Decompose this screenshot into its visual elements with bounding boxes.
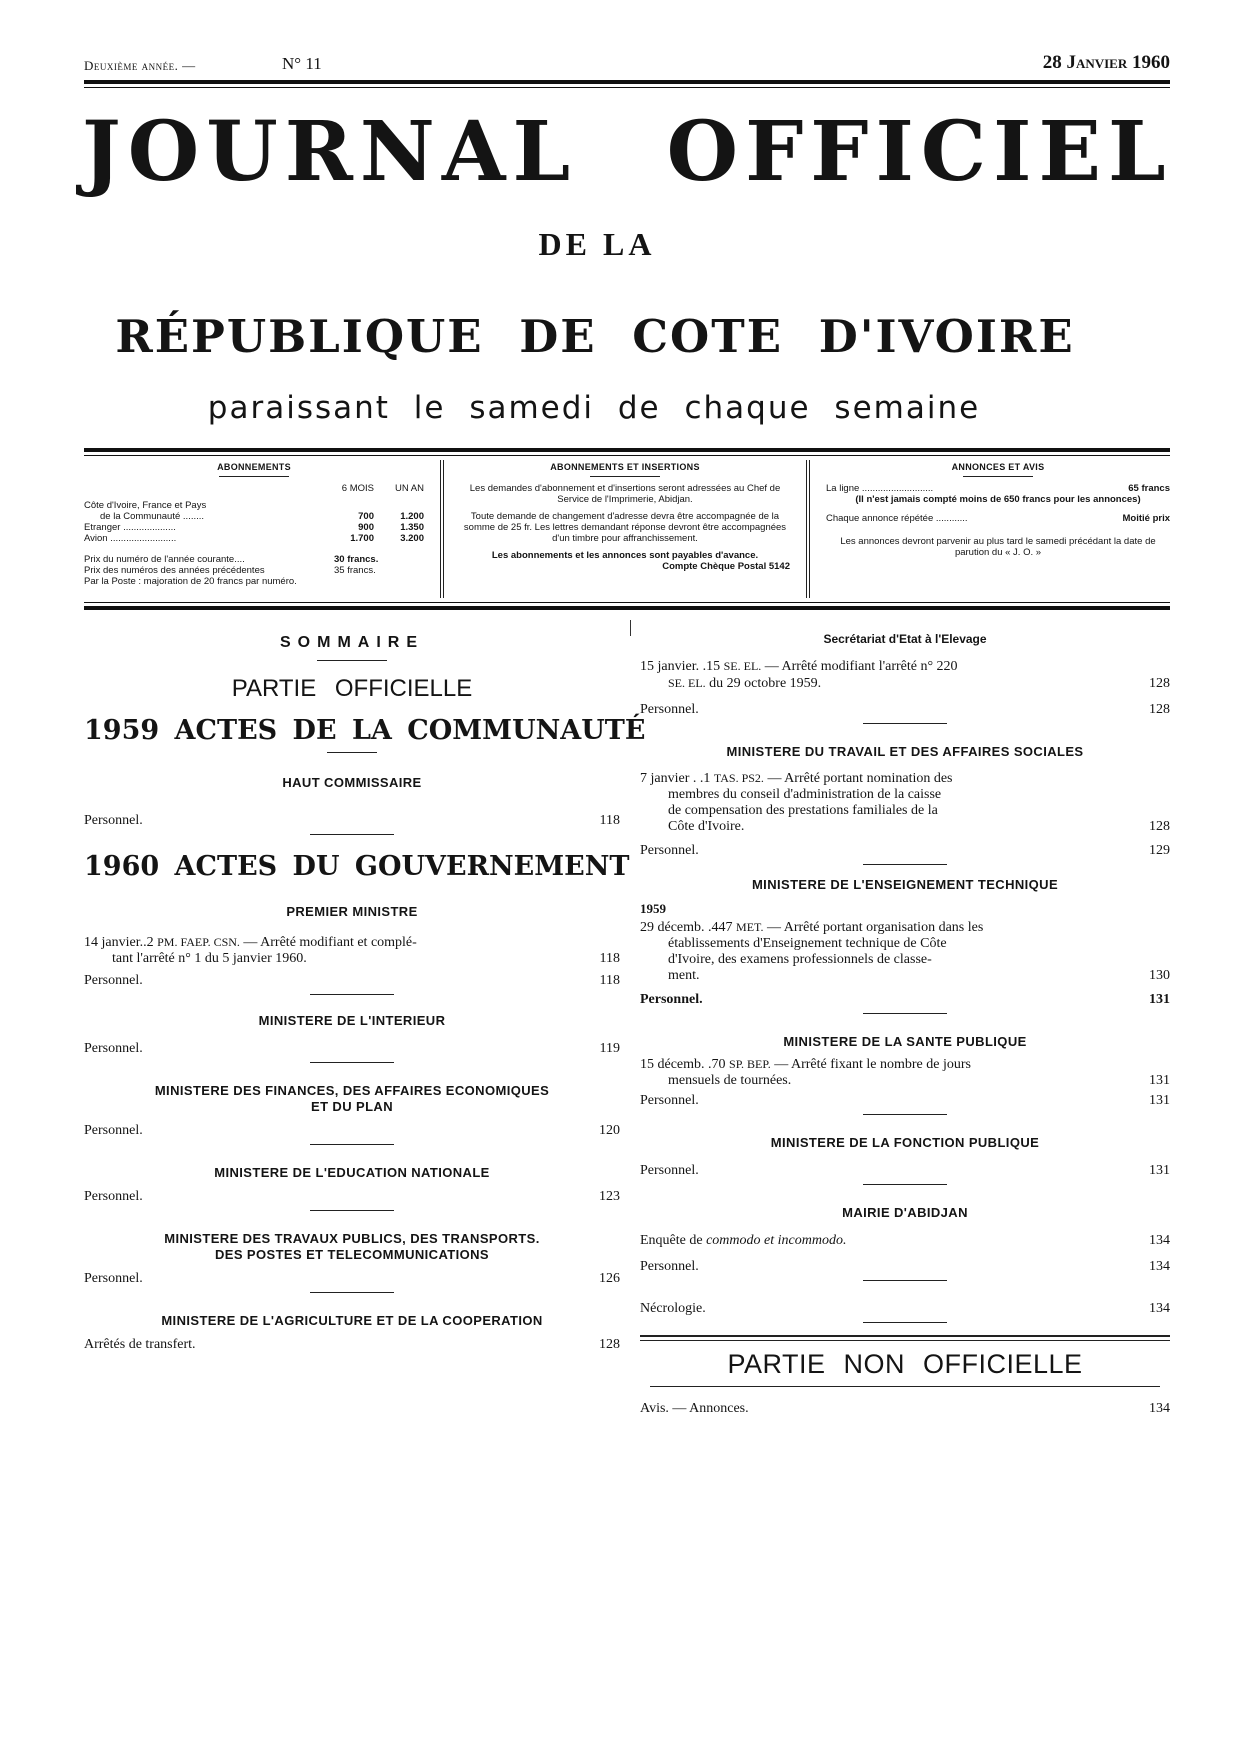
entry-page: 129 xyxy=(1149,843,1170,858)
entry-text: Personnel. xyxy=(84,1189,143,1204)
entry-text-cont: mensuels de tournées. xyxy=(668,1073,792,1088)
section-agriculture: MINISTERE DE L'AGRICULTURE ET DE LA COOPERATION xyxy=(161,1313,543,1328)
entry-rule xyxy=(310,1292,394,1293)
entry-ref: SE. EL. xyxy=(723,659,762,673)
entry-page: 119 xyxy=(599,1041,620,1056)
box-rule-top-thin xyxy=(84,455,1170,456)
section-fonction-publique: MINISTERE DE LA FONCTION PUBLIQUE xyxy=(770,1135,1040,1150)
toc-entry[interactable] xyxy=(640,919,1170,984)
entry-text: Personnel. xyxy=(640,702,699,717)
toc-entry[interactable] xyxy=(640,770,1170,835)
entry-page: 128 xyxy=(1149,819,1170,834)
insertions-heading-rule xyxy=(590,476,660,477)
entry-rule xyxy=(310,994,394,995)
entry-page: 126 xyxy=(599,1271,620,1286)
journal-title: JOURNAL OFFICIEL xyxy=(82,104,1173,200)
section-line: ET DU PLAN xyxy=(311,1099,393,1114)
entry-text-italic: commodo et incommodo. xyxy=(706,1233,847,1248)
entry-text: Personnel. xyxy=(640,1259,699,1274)
entry-ref: TAS. PS2. xyxy=(713,771,764,785)
abonnements-heading-rule xyxy=(219,476,289,477)
entry-page: 134 xyxy=(1149,1233,1170,1248)
section-travaux-publics xyxy=(84,1231,620,1263)
entry-page: 123 xyxy=(599,1189,620,1204)
prix-anciens-value: 35 francs. xyxy=(334,565,376,576)
section-line: MINISTERE DES TRAVAUX PUBLICS, DES TRANSPORTS. xyxy=(164,1231,540,1246)
entry-page: 134 xyxy=(1149,1259,1170,1274)
section-finances xyxy=(84,1083,620,1115)
entry-page: 134 xyxy=(1149,1401,1170,1416)
abonnements-price-table xyxy=(84,483,424,587)
entry-year: 1959 xyxy=(640,901,666,916)
section-haut-commissaire: HAUT COMMISSAIRE xyxy=(282,775,422,790)
entry-date: 15 décemb. .70 xyxy=(640,1057,726,1072)
divider xyxy=(317,660,387,661)
entry-page: 128 xyxy=(599,1337,620,1352)
toc-entry[interactable] xyxy=(640,1056,1170,1089)
actes-1960-heading: 1960 ACTES DU GOUVERNEMENT xyxy=(84,851,630,882)
entry-text: Arrêtés de transfert. xyxy=(84,1337,196,1352)
abonnements-heading: ABONNEMENTS xyxy=(217,462,291,472)
toc-entry[interactable] xyxy=(640,1093,1170,1109)
entry-text: Personnel. xyxy=(640,843,699,858)
entry-page: 118 xyxy=(599,973,620,988)
entry-text: Nécrologie. xyxy=(640,1301,706,1316)
abonnements-column xyxy=(84,458,424,600)
ligne-row xyxy=(826,483,1170,494)
actes-1959-heading: 1959 ACTES DE LA COMMUNAUTÉ xyxy=(84,715,646,746)
entry-text-cont xyxy=(640,675,1128,692)
col-un-an: UN AN xyxy=(394,483,424,494)
entry-page: 130 xyxy=(1149,968,1170,983)
issue-header xyxy=(84,52,1170,82)
ligne-note: (Il n'est jamais compté moins de 650 francs pour les annonces) xyxy=(855,494,1141,505)
column-separator xyxy=(806,460,807,598)
republic-title: RÉPUBLIQUE DE COTE D'IVOIRE xyxy=(115,310,1075,363)
entry-rule xyxy=(863,723,947,724)
section-sante: MINISTERE DE LA SANTE PUBLIQUE xyxy=(783,1034,1027,1049)
toc-entry[interactable] xyxy=(640,702,1170,718)
entry-page: 131 xyxy=(1149,1073,1170,1088)
section-interieur: MINISTERE DE L'INTERIEUR xyxy=(258,1013,446,1028)
poste-majoration: Par la Poste : majoration de 20 francs par numéro. xyxy=(84,576,297,587)
entry-page: 134 xyxy=(1149,1301,1170,1316)
entry-text-cont: ment. xyxy=(668,968,700,983)
toc-entry[interactable] xyxy=(640,1163,1170,1179)
toc-entry[interactable] xyxy=(640,658,1170,692)
col-6-mois: 6 MOIS xyxy=(341,483,374,494)
entry-ref: MET. xyxy=(736,920,764,934)
price-row-label: Côte d'Ivoire, France et Pays xyxy=(84,500,207,511)
insertions-column xyxy=(460,458,790,600)
partie-non-officielle-heading: PARTIE NON OFFICIELLE xyxy=(727,1349,1083,1379)
entry-rule xyxy=(863,1114,947,1115)
compte-cheque: Compte Chèque Postal 5142 xyxy=(662,561,790,572)
column-divider xyxy=(630,620,631,636)
column-separator xyxy=(440,460,441,598)
entry-text: — Arrêté fixant le nombre de jours xyxy=(774,1057,971,1072)
entry-text-cont: tant l'arrêté n° 1 du 5 janvier 1960. xyxy=(112,951,307,966)
price-6mois: 1.700 xyxy=(350,533,374,544)
section-line: MINISTERE DES FINANCES, DES AFFAIRES ECONOMIQUES xyxy=(154,1083,550,1098)
price-un-an: 1.200 xyxy=(400,511,424,522)
entry-text: — Arrêté modifiant l'arrêté n° 220 xyxy=(764,659,958,674)
insertions-change-address: Toute demande de changement d'adresse devra être accompagnée de la somme de 25 fr. Les lettres demandant réponse devront être accompagnées d'un timbre pour affranchissement. xyxy=(463,511,787,544)
toc-entry[interactable] xyxy=(640,992,1170,1008)
entry-page: 128 xyxy=(1149,676,1170,691)
entry-page: 118 xyxy=(599,813,620,828)
box-rule-bottom-thin xyxy=(84,602,1170,603)
insertions-heading: ABONNEMENTS ET INSERTIONS xyxy=(550,462,700,472)
entry-text: — Arrêté modifiant et complé- xyxy=(243,935,417,950)
prix-numero-value: 30 francs. xyxy=(334,554,379,565)
repetee-value: Moitié prix xyxy=(1122,513,1170,524)
toc-entry[interactable] xyxy=(84,973,620,989)
annonces-column xyxy=(826,458,1170,600)
price-row-label: Avion ......................... xyxy=(84,533,177,544)
divider xyxy=(327,752,377,753)
partie-rule-top-thin xyxy=(640,1340,1170,1341)
entry-page: 131 xyxy=(1149,1093,1170,1108)
entry-text-cont: d'Ivoire, des examens professionnels de classe- xyxy=(668,952,932,967)
entry-date: 14 janvier..2 xyxy=(84,935,154,950)
ligne-label: La ligne ........................... xyxy=(826,483,934,494)
entry-ref: PM. FAEP. CSN. xyxy=(157,935,240,949)
toc-entry[interactable] xyxy=(640,1401,1170,1417)
price-un-an: 3.200 xyxy=(400,533,424,544)
toc-entry[interactable] xyxy=(640,1233,1170,1249)
toc-entry[interactable] xyxy=(84,1189,620,1205)
section-line: DES POSTES ET TELECOMMUNICATIONS xyxy=(214,1247,490,1262)
annonces-heading-rule xyxy=(963,476,1033,477)
entry-text: Personnel. xyxy=(84,1271,143,1286)
repetee-label: Chaque annonce répétée ............ xyxy=(826,513,968,524)
entry-rule xyxy=(310,1210,394,1211)
ligne-value: 65 francs xyxy=(1128,483,1170,494)
box-rule-bottom-thick xyxy=(84,606,1170,610)
box-rule-top-thick xyxy=(84,448,1170,452)
entry-rule xyxy=(863,1322,947,1323)
price-un-an: 1.350 xyxy=(400,522,424,533)
sommaire-heading: SOMMAIRE xyxy=(280,634,424,651)
entry-date: 15 janvier. .15 xyxy=(640,659,721,674)
sommaire-left-column xyxy=(84,620,646,1353)
insertions-address: Les demandes d'abonnement et d'insertions seront adressées au Chef de Service de l'Imprimerie, Abidjan. xyxy=(469,483,781,505)
publication-frequency: paraissant le samedi de chaque semaine xyxy=(207,390,981,426)
issue-year-label: Deuxième année. — xyxy=(84,58,196,73)
price-row-label: Etranger .................... xyxy=(84,522,176,533)
entry-text: du 29 octobre 1959. xyxy=(709,676,822,691)
entry-text-cont: établissements d'Enseignement technique de Côte xyxy=(668,936,947,951)
entry-text: Personnel. xyxy=(84,973,143,988)
entry-rule xyxy=(310,1144,394,1145)
entry-ref: SE. EL. xyxy=(668,676,706,690)
entry-rule xyxy=(863,1280,947,1281)
section-education: MINISTERE DE L'EDUCATION NATIONALE xyxy=(214,1165,490,1180)
entry-text: Enquête de xyxy=(640,1233,703,1248)
column-separator xyxy=(443,460,444,598)
entry-text: Personnel. xyxy=(84,813,143,828)
annonces-delai: Les annonces devront parvenir au plus tard le samedi précédant la date de parution du « J. O. » xyxy=(840,536,1156,558)
toc-entry[interactable] xyxy=(84,1337,620,1353)
entry-text: Personnel. xyxy=(84,1041,143,1056)
entry-page: 131 xyxy=(1149,992,1170,1007)
entry-text: Personnel. xyxy=(640,1163,699,1178)
entry-page: 128 xyxy=(1149,702,1170,717)
price-6mois: 900 xyxy=(358,522,374,533)
entry-text: Personnel. xyxy=(640,992,703,1007)
header-rule-thin xyxy=(84,87,1170,88)
toc-entry[interactable] xyxy=(84,1271,620,1287)
entry-page: 131 xyxy=(1149,1163,1170,1178)
toc-entry[interactable] xyxy=(84,813,620,829)
entry-date: 29 décemb. .447 xyxy=(640,920,733,935)
entry-page: 120 xyxy=(599,1123,620,1138)
prix-anciens-label: Prix des numéros des années précédentes xyxy=(84,565,265,576)
entry-text: — Arrêté portant nomination des xyxy=(767,771,953,786)
issue-date: 28 Janvier 1960 xyxy=(1042,52,1170,73)
title-de-la: DE LA xyxy=(538,226,656,262)
entry-text: Personnel. xyxy=(84,1123,143,1138)
toc-entry[interactable] xyxy=(84,1041,620,1057)
entry-rule xyxy=(863,1184,947,1185)
section-elevage: Secrétariat d'Etat à l'Elevage xyxy=(823,632,987,646)
section-premier-ministre: PREMIER MINISTRE xyxy=(286,904,418,919)
toc-entry[interactable] xyxy=(84,1123,620,1139)
partie-officielle-heading: PARTIE OFFICIELLE xyxy=(231,675,473,702)
entry-text-cont: Côte d'Ivoire. xyxy=(668,819,745,834)
entry-text: — Arrêté portant organisation dans les xyxy=(766,920,984,935)
toc-entry[interactable] xyxy=(640,843,1170,859)
entry-ref: SP. BEP. xyxy=(729,1057,771,1071)
entry-rule xyxy=(863,864,947,865)
price-row-label: de la Communauté ........ xyxy=(100,511,205,522)
partie-rule-top xyxy=(640,1335,1170,1337)
subscription-box xyxy=(84,458,1170,600)
column-separator xyxy=(809,460,810,598)
entry-text-cont: membres du conseil d'administration de la caisse xyxy=(668,787,942,802)
entry-page: 118 xyxy=(599,951,620,966)
issue-number: N° 11 xyxy=(282,54,322,73)
entry-date: 7 janvier . .1 xyxy=(640,771,711,786)
toc-entry[interactable] xyxy=(84,934,620,967)
entry-text: Avis. — Annonces. xyxy=(640,1401,749,1416)
section-enseignement-technique: MINISTERE DE L'ENSEIGNEMENT TECHNIQUE xyxy=(751,877,1059,892)
toc-entry[interactable] xyxy=(640,1259,1170,1275)
entry-text-cont: de compensation des prestations familiales de la xyxy=(668,803,938,818)
entry-rule xyxy=(863,1013,947,1014)
sommaire-right-column xyxy=(640,620,1170,1417)
entry-rule xyxy=(310,1062,394,1063)
annonces-heading: ANNONCES ET AVIS xyxy=(951,462,1045,472)
entry-rule xyxy=(310,834,394,835)
prix-numero-label: Prix du numéro de l'année courante.... xyxy=(84,554,245,565)
insertions-payment: Les abonnements et les annonces sont payables d'avance. xyxy=(491,550,759,561)
header-rule-thick xyxy=(84,80,1170,84)
section-travail: MINISTERE DU TRAVAIL ET DES AFFAIRES SOCIALES xyxy=(726,744,1084,759)
repetee-row xyxy=(826,513,1170,524)
entry-text: Personnel. xyxy=(640,1093,699,1108)
section-mairie: MAIRIE D'ABIDJAN xyxy=(842,1205,968,1220)
partie-rule-bottom xyxy=(650,1386,1160,1387)
price-6mois: 700 xyxy=(358,511,374,522)
toc-entry[interactable] xyxy=(640,1301,1170,1317)
